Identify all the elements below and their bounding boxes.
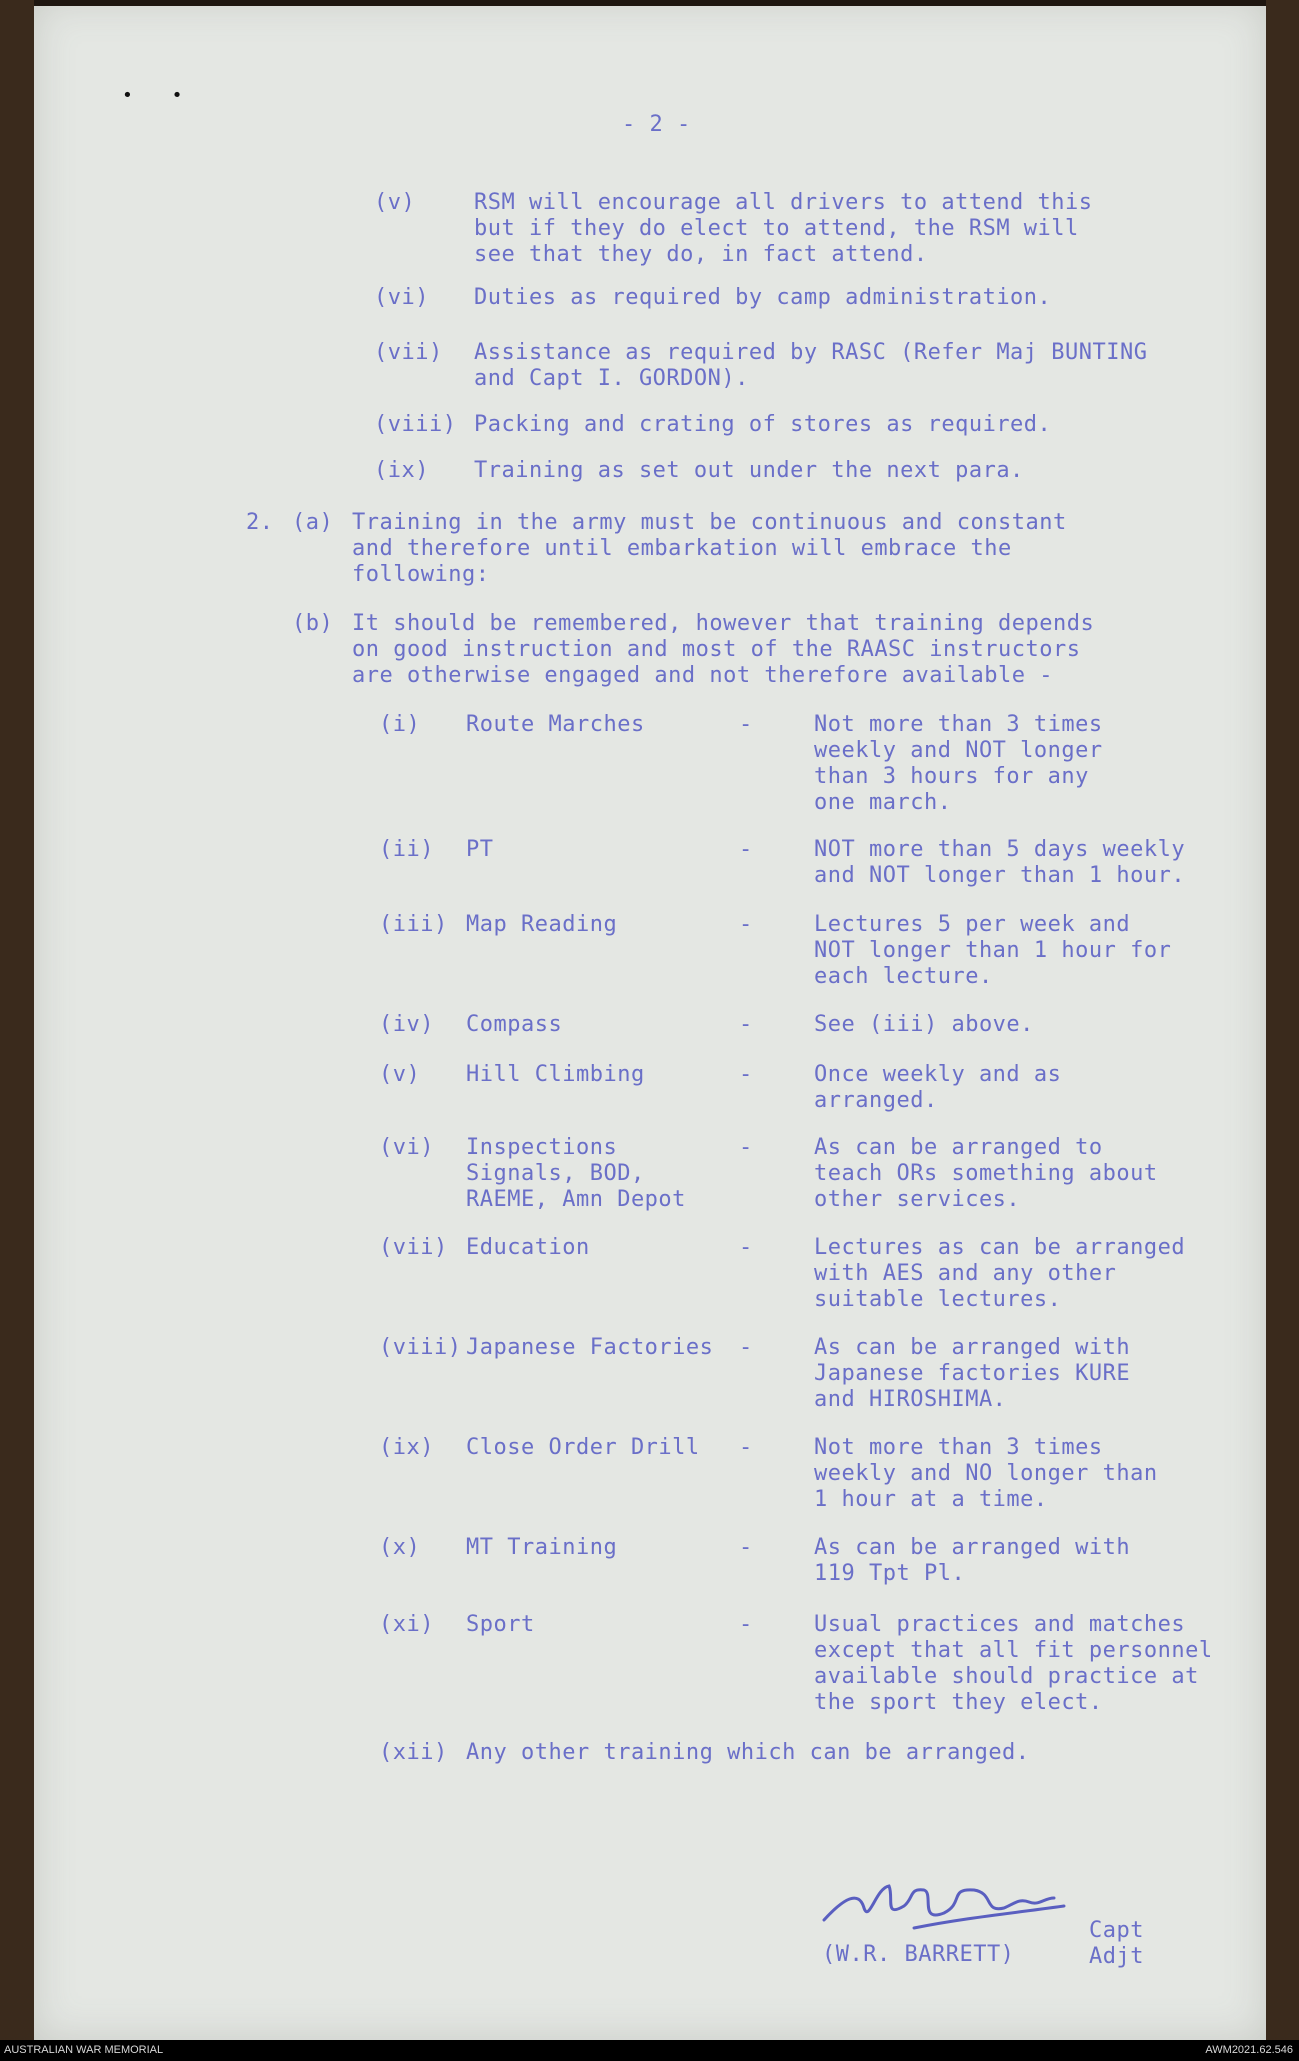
training-description: Japanese factories KURE (814, 1361, 1131, 1386)
training-item-number: (vii) (379, 1235, 448, 1260)
signatory-rank: Capt (1089, 1918, 1144, 1943)
training-subject: PT (466, 837, 494, 862)
training-item-number: (xii) (379, 1740, 448, 1765)
separator-dash: - (739, 1435, 753, 1460)
duty-item-text: see that they do, in fact attend. (474, 242, 928, 267)
training-description: NOT longer than 1 hour for (814, 938, 1172, 963)
training-description: except that all fit personnel (814, 1638, 1213, 1663)
training-item-number: (vi) (379, 1135, 434, 1160)
separator-dash: - (739, 1335, 753, 1360)
training-description: Usual practices and matches (814, 1612, 1186, 1637)
subparagraph-text: are otherwise engaged and not therefore available - (352, 663, 1054, 688)
training-description: NOT more than 5 days weekly (814, 837, 1186, 862)
duty-item-number: (vi) (374, 285, 429, 310)
handwritten-signature (814, 1868, 1114, 1938)
training-description: As can be arranged with (814, 1335, 1131, 1360)
training-subject: Route Marches (466, 712, 645, 737)
training-description: Not more than 3 times (814, 712, 1103, 737)
duty-item-text: but if they do elect to attend, the RSM will (474, 216, 1079, 241)
separator-dash: - (739, 837, 753, 862)
training-item-number: (ix) (379, 1435, 434, 1460)
training-item-number: (v) (379, 1062, 421, 1087)
duty-item-number: (viii) (374, 412, 457, 437)
separator-dash: - (739, 1012, 753, 1037)
training-description: than 3 hours for any (814, 764, 1089, 789)
training-description: each lecture. (814, 964, 993, 989)
separator-dash: - (739, 1135, 753, 1160)
training-description: one march. (814, 790, 952, 815)
duty-item-text: and Capt I. GORDON). (474, 366, 749, 391)
training-description: with AES and any other (814, 1261, 1117, 1286)
training-description: the sport they elect. (814, 1690, 1103, 1715)
training-description: 119 Tpt Pl. (814, 1561, 966, 1586)
duty-item-text: Packing and crating of stores as required. (474, 412, 1052, 437)
training-subject: Sport (466, 1612, 535, 1637)
separator-dash: - (739, 1235, 753, 1260)
training-description: and HIROSHIMA. (814, 1387, 1007, 1412)
training-subject: Signals, BOD, (466, 1161, 645, 1186)
subparagraph-text: following: (352, 562, 490, 587)
subparagraph-label: (a) (292, 510, 334, 535)
training-item-number: (iv) (379, 1012, 434, 1037)
training-description: As can be arranged with (814, 1535, 1131, 1560)
training-subject: Map Reading (466, 912, 618, 937)
training-subject: Close Order Drill (466, 1435, 700, 1460)
separator-dash: - (739, 1612, 753, 1637)
duty-item-number: (vii) (374, 340, 443, 365)
duty-item-text: Assistance as required by RASC (Refer Maj BUNTING (474, 340, 1148, 365)
training-description: See (iii) above. (814, 1012, 1034, 1037)
training-description: weekly and NO longer than (814, 1461, 1158, 1486)
signatory-name: (W.R. BARRETT) (822, 1942, 1015, 1967)
duty-item-text: Training as set out under the next para. (474, 458, 1024, 483)
training-item-number: (i) (379, 712, 421, 737)
separator-dash: - (739, 1062, 753, 1087)
training-description: weekly and NOT longer (814, 738, 1103, 763)
archive-name: AUSTRALIAN WAR MEMORIAL (4, 2044, 164, 2056)
training-description: teach ORs something about (814, 1161, 1158, 1186)
duty-item-text: Duties as required by camp administration. (474, 285, 1052, 310)
training-description: Once weekly and as (814, 1062, 1062, 1087)
duty-item-text: RSM will encourage all drivers to attend this (474, 190, 1093, 215)
archive-footer (0, 2040, 1299, 2061)
training-item-number: (x) (379, 1535, 421, 1560)
training-subject: Education (466, 1235, 590, 1260)
document-page (34, 0, 1266, 2040)
signatory-appointment: Adjt (1089, 1944, 1144, 1969)
training-subject: Hill Climbing (466, 1062, 645, 1087)
paragraph-number: 2. (246, 510, 274, 535)
page-number: - 2 - (622, 112, 691, 137)
page-edge (34, 0, 1266, 6)
training-item-number: (viii) (379, 1335, 462, 1360)
training-subject: Compass (466, 1012, 563, 1037)
training-item-number: (ii) (379, 837, 434, 862)
training-item-number: (xi) (379, 1612, 434, 1637)
archive-reference: AWM2021.62.546 (1205, 2044, 1293, 2056)
subparagraph-label: (b) (292, 611, 334, 636)
subparagraph-text: Training in the army must be continuous and constant (352, 510, 1067, 535)
training-description: Not more than 3 times (814, 1435, 1103, 1460)
training-description: and NOT longer than 1 hour. (814, 863, 1186, 888)
training-description: 1 hour at a time. (814, 1487, 1048, 1512)
training-item-number: (iii) (379, 912, 448, 937)
training-description: suitable lectures. (814, 1287, 1062, 1312)
training-description: Lectures as can be arranged (814, 1235, 1186, 1260)
training-description: As can be arranged to (814, 1135, 1103, 1160)
training-subject: MT Training (466, 1535, 618, 1560)
separator-dash: - (739, 712, 753, 737)
separator-dash: - (739, 1535, 753, 1560)
training-subject: Japanese Factories (466, 1335, 714, 1360)
training-description: arranged. (814, 1088, 938, 1113)
training-subject: Inspections (466, 1135, 618, 1160)
subparagraph-text: It should be remembered, however that training depends (352, 611, 1095, 636)
subparagraph-text: and therefore until embarkation will embrace the (352, 536, 1012, 561)
training-subject: RAEME, Amn Depot (466, 1187, 686, 1212)
training-description: other services. (814, 1187, 1021, 1212)
training-subject: Any other training which can be arranged. (466, 1740, 1030, 1765)
separator-dash: - (739, 912, 753, 937)
training-description: available should practice at (814, 1664, 1199, 1689)
duty-item-number: (ix) (374, 458, 429, 483)
punch-marks: • • (122, 85, 197, 106)
training-description: Lectures 5 per week and (814, 912, 1131, 937)
duty-item-number: (v) (374, 190, 416, 215)
subparagraph-text: on good instruction and most of the RAASC instructors (352, 637, 1081, 662)
